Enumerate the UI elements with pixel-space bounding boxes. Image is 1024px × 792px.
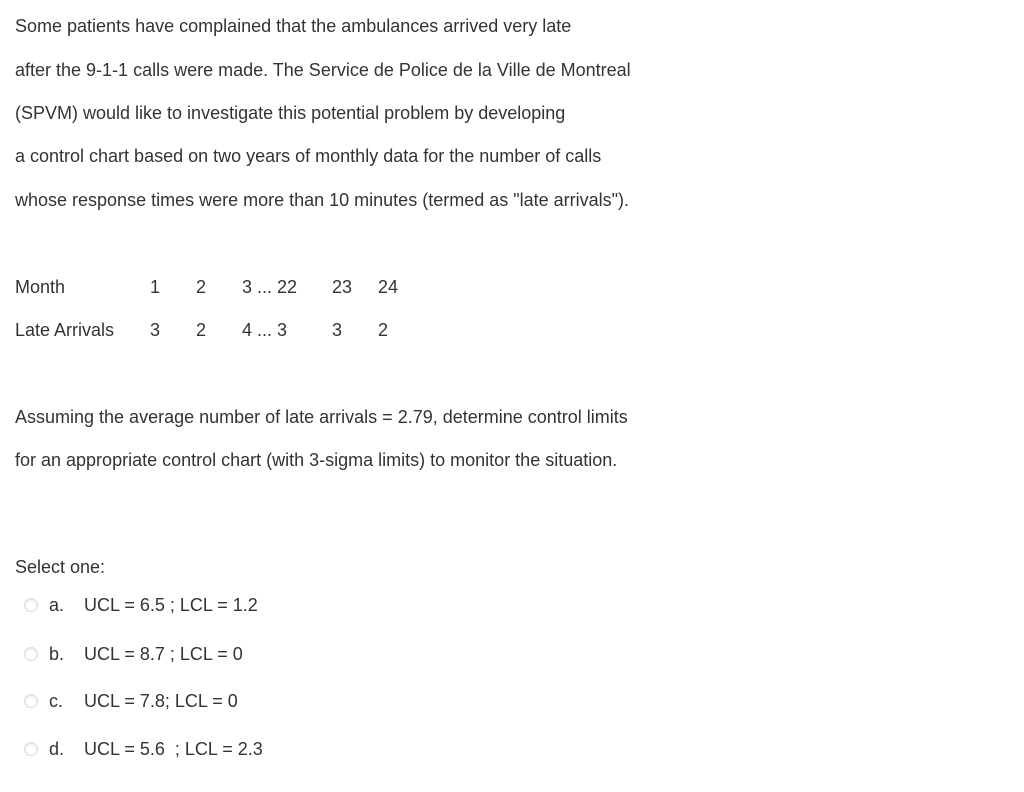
option-text-c[interactable]: UCL = 7.8; LCL = 0: [84, 691, 238, 711]
table-cell-late-23: 3: [332, 320, 343, 340]
table-cell-late-24: 2: [378, 320, 389, 340]
table-label-late-arrivals: Late Arrivals: [15, 320, 115, 340]
table-cell-late-2: 2: [196, 320, 207, 340]
option-text-a[interactable]: UCL = 6.5 ; LCL = 1.2: [84, 595, 258, 615]
question-line-5: whose response times were more than 10 minutes (termed as "late arrivals").: [15, 190, 630, 210]
select-one-prompt: Select one:: [15, 557, 106, 577]
table-label-month: Month: [15, 277, 66, 297]
question-line-1: Some patients have complained that the ambulances arrived very late: [15, 16, 572, 36]
table-cell-month-2: 2: [196, 277, 207, 297]
table-cell-month-3-22: 3 ... 22: [242, 277, 298, 297]
table-cell-late-3-22: 4 ... 3: [242, 320, 288, 340]
option-text-b[interactable]: UCL = 8.7 ; LCL = 0: [84, 644, 243, 664]
option-letter-c: c.: [49, 691, 64, 711]
question-line-6: Assuming the average number of late arrivals = 2.79, determine control limits: [15, 407, 628, 427]
table-cell-month-23: 23: [332, 277, 353, 297]
option-letter-b: b.: [49, 644, 65, 664]
table-cell-month-1: 1: [150, 277, 161, 297]
table-cell-month-24: 24: [378, 277, 399, 297]
question-line-7: for an appropriate control chart (with 3-sigma limits) to monitor the situation.: [15, 450, 618, 470]
radio-button-c[interactable]: [24, 694, 38, 708]
radio-button-b[interactable]: [24, 647, 38, 661]
radio-button-a[interactable]: [24, 598, 38, 612]
answer-option-c[interactable]: [24, 689, 238, 713]
answer-option-d[interactable]: [24, 737, 263, 761]
answer-option-b[interactable]: [24, 642, 243, 666]
question-line-2: after the 9-1-1 calls were made. The Service de Police de la Ville de Montreal: [15, 60, 631, 80]
question-line-3: (SPVM) would like to investigate this potential problem by developing: [15, 103, 566, 123]
radio-button-d[interactable]: [24, 742, 38, 756]
option-text-d[interactable]: UCL = 5.6 ; LCL = 2.3: [84, 739, 263, 759]
table-cell-late-1: 3: [150, 320, 161, 340]
option-letter-a: a.: [49, 595, 65, 615]
option-letter-d: d.: [49, 739, 65, 759]
answer-option-a[interactable]: [24, 593, 258, 617]
question-line-4: a control chart based on two years of monthly data for the number of calls: [15, 146, 602, 166]
